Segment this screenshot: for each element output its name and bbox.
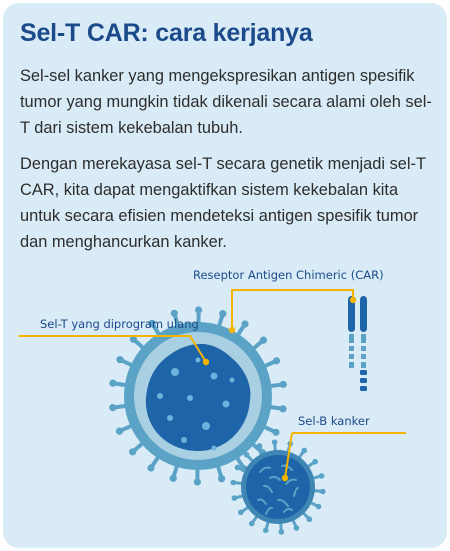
car-receptor-illustration xyxy=(344,296,371,391)
card-title: Sel-T CAR: cara kerjanya xyxy=(20,19,313,47)
car-label: Reseptor Antigen Chimeric (CAR) xyxy=(193,268,384,282)
b-cell-illustration xyxy=(230,439,325,534)
car-pointer xyxy=(232,290,353,330)
t-cell-label: Sel-T yang diprogram ulang xyxy=(40,317,199,331)
explanation-paragraph: Dengan merekayasa sel-T secara genetik menjadi sel-T CAR, kita dapat mengaktifkan sistem kekebalan kita untuk secara efisien mendeteksi antigen spesifik tumor dan menghancurkan kanker. xyxy=(20,155,426,251)
b-cell-label: Sel-B kanker xyxy=(298,414,370,428)
intro-paragraph: Sel-sel kanker yang mengekspresikan antigen spesifik tumor yang mungkin tidak dikenali secara alami oleh sel-T dari sistem kekebalan tubuh. xyxy=(20,67,432,137)
